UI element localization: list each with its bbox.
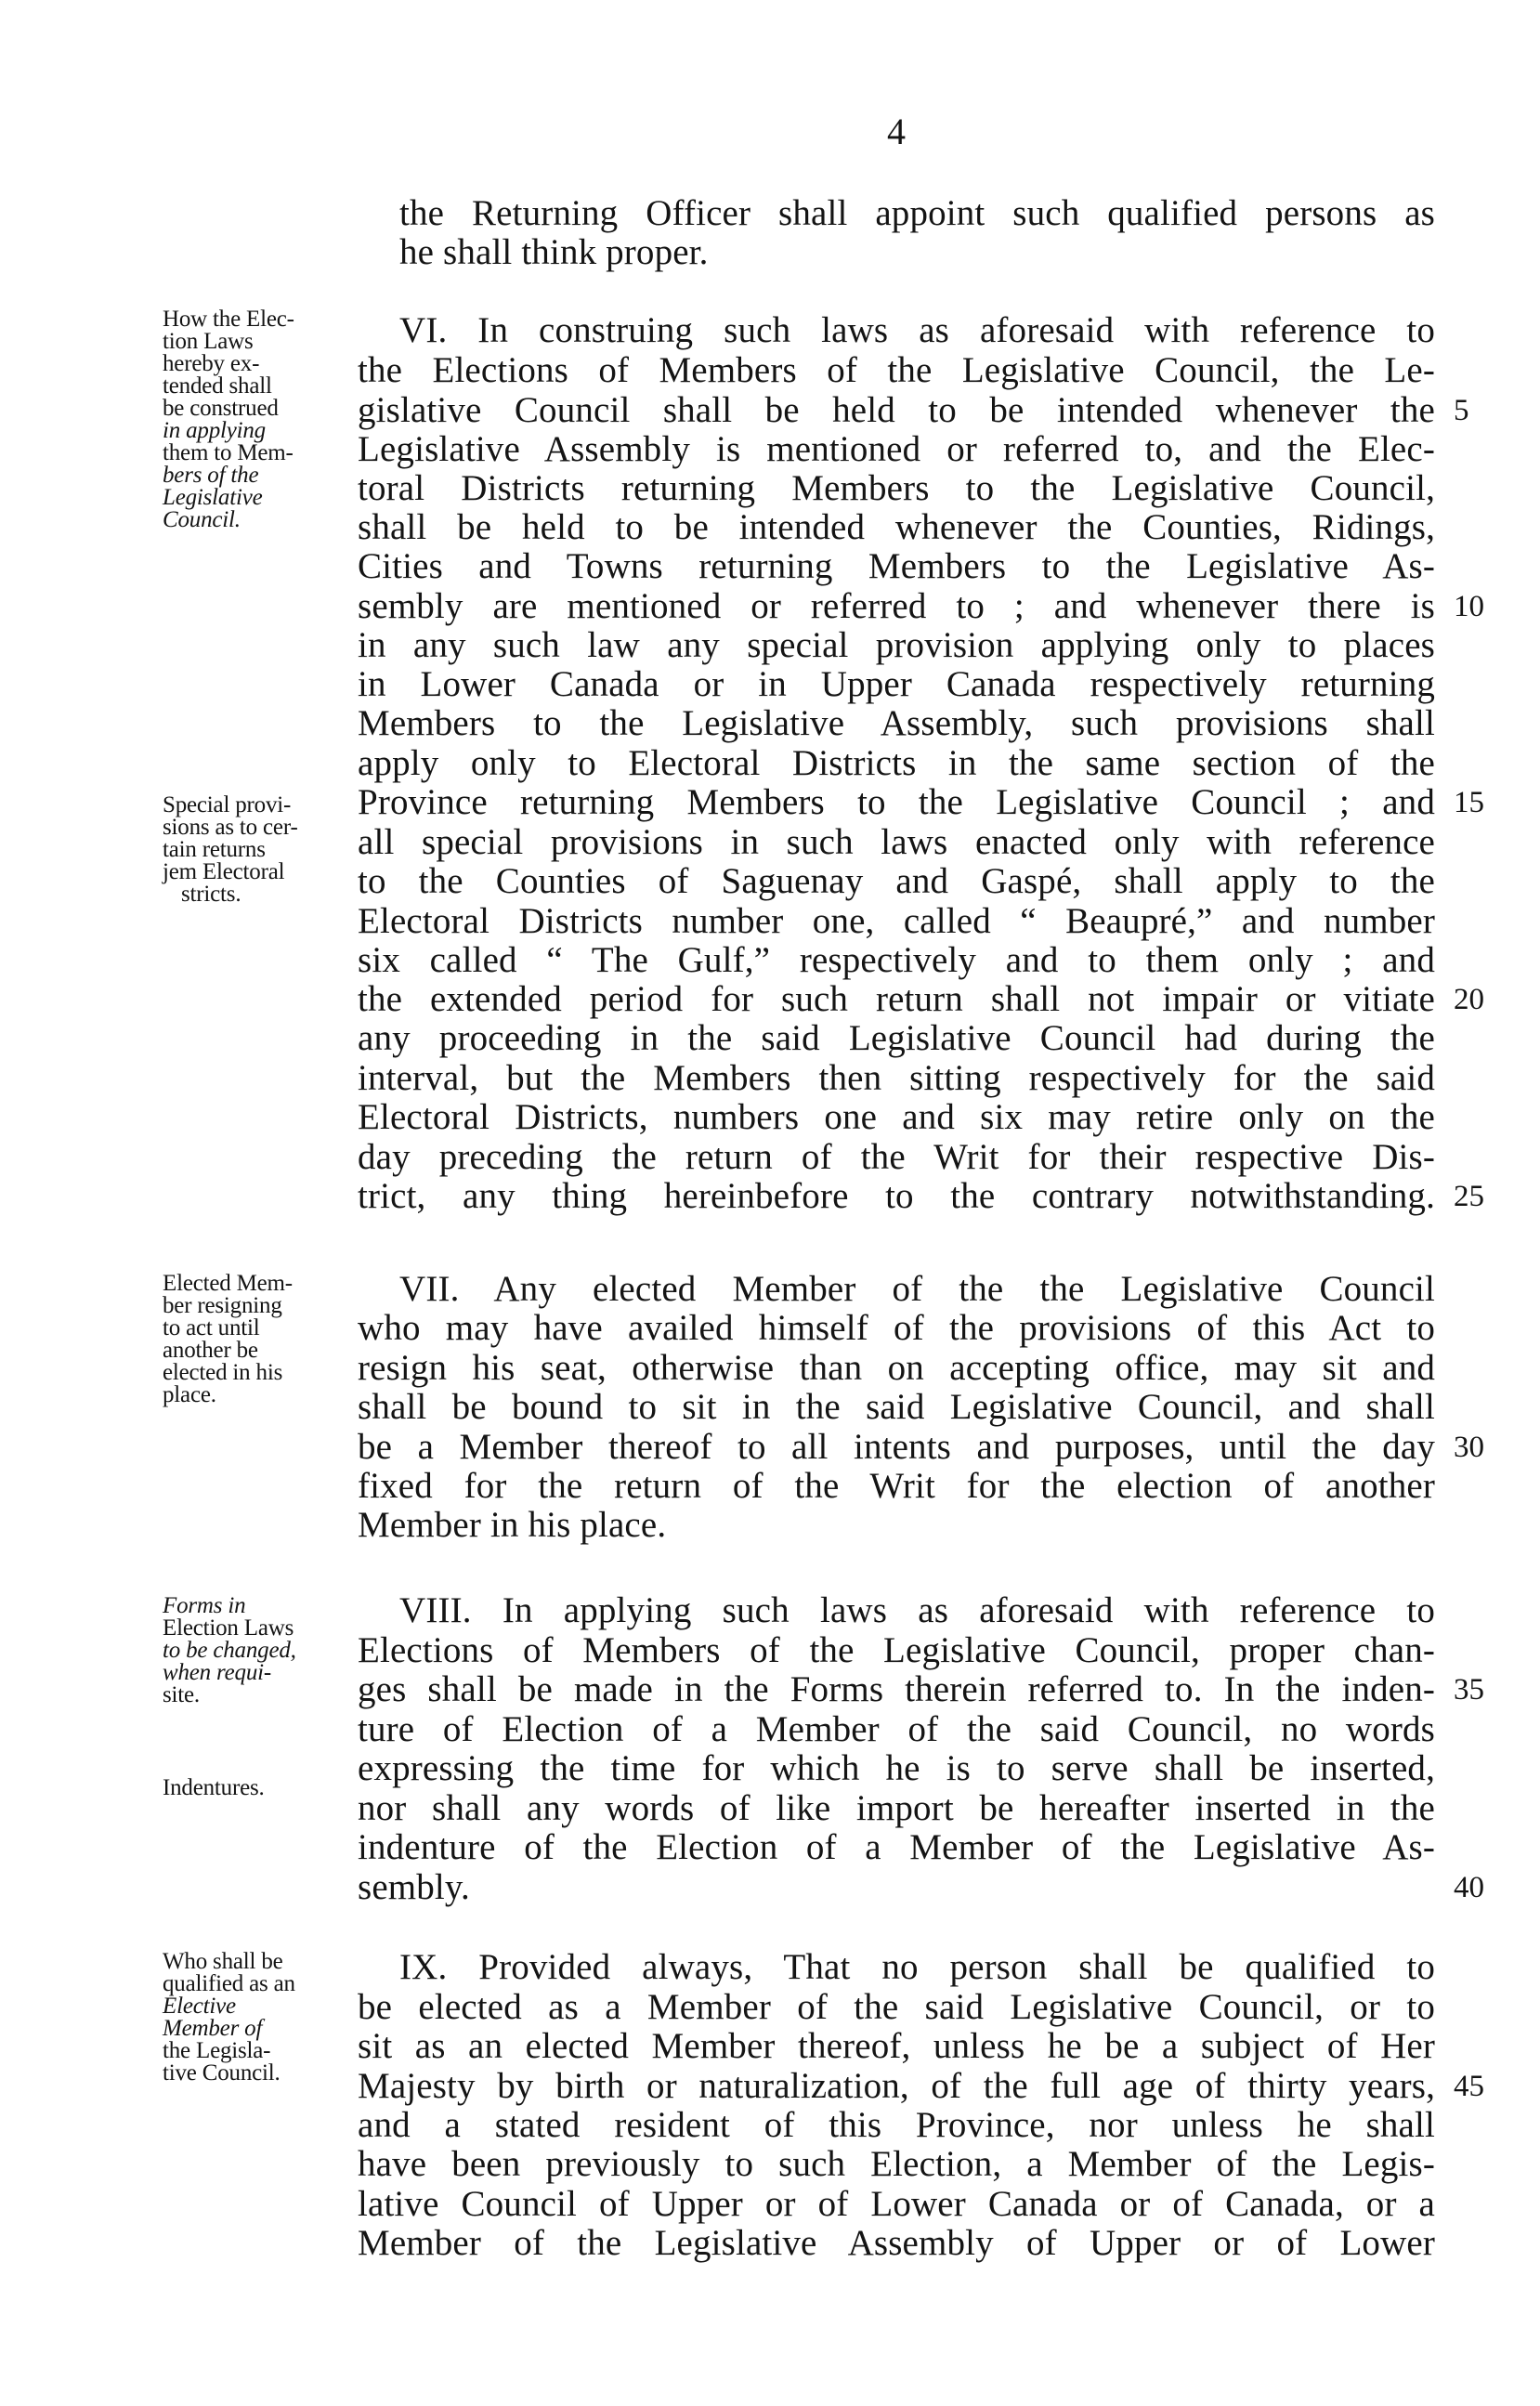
text-line: who may have availed himself of the provisions of this Act to [358,1308,1435,1348]
text-line: sembly are mentioned or referred to ; and whenever there is [358,586,1435,626]
line-number: 40 [1454,1871,1484,1904]
text-line: indenture of the Election of a Member of the Legislative As- [358,1827,1435,1867]
margin-note-line: to act until [163,1315,260,1340]
text-line: in Lower Canada or in Upper Canada respectively returning [358,664,1435,704]
margin-note-line: tended shall [163,373,272,399]
text-line: and a stated resident of this Province, nor unless he shall [358,2105,1435,2145]
margin-note-line: in applying [163,418,266,443]
marginal-note-election-laws [163,308,353,531]
text-line: any proceeding in the said Legislative Council had during the [358,1018,1435,1058]
margin-note-line: another be [163,1338,258,1363]
marginal-note-special-provisions [163,794,353,906]
margin-note-line: tive Council. [163,2060,281,2086]
line-number: 20 [1454,983,1484,1016]
line-number: 5 [1454,394,1469,427]
line-number: 45 [1454,2070,1484,2103]
text-line: the Elections of Members of the Legislative Council, the Le- [358,350,1435,390]
margin-note-line: when requi- [163,1660,271,1685]
text-line: all special provisions in such laws enacted only with reference [358,822,1435,862]
margin-note-line: How the Elec- [163,307,294,332]
section-ix-heading-line: IX. Provided always, That no person shall be qualified to [399,1947,1435,1987]
marginal-note-indentures [163,1777,353,1799]
text-line: sit as an elected Member thereof, unless he be a subject of Her [358,2026,1435,2066]
margin-note-line: tion Laws [163,329,254,354]
text-line: Electoral Districts, numbers one and six may retire only on the [358,1097,1435,1137]
margin-note-line: Member of [163,2016,263,2041]
margin-note-line: Council. [163,507,241,532]
text-line: sembly. [358,1867,470,1907]
text-line: shall be bound to sit in the said Legislative Council, and shall [358,1387,1435,1427]
margin-note-line: Elected Mem- [163,1271,293,1296]
text-line: Province returning Members to the Legislative Council ; and [358,782,1435,822]
margin-note-line: Who shall be [163,1949,283,1974]
margin-note-line: bers of the [163,463,259,488]
margin-note-line: site. [163,1682,200,1707]
text-line: fixed for the return of the Writ for the election of another [358,1466,1435,1506]
margin-note-line: place. [163,1382,216,1407]
text-line: toral Districts returning Members to the Legislative Council, [358,468,1435,508]
text-line: the extended period for such return shall not impair or vitiate [358,979,1435,1019]
margin-note-line: Legislative [163,485,263,510]
margin-note-line: qualified as an [163,1971,295,1996]
section-vii-heading-line: VII. Any elected Member of the the Legislative Council [399,1269,1435,1309]
text-line: in any such law any special provision applying only to places [358,625,1435,665]
text-line: the Returning Officer shall appoint such qualified persons as [399,193,1435,233]
text-line: Legislative Assembly is mentioned or referred to, and the Elec- [358,429,1435,469]
margin-note-line: Forms in [163,1593,246,1618]
margin-note-line: jem Electoral [163,859,285,884]
margin-note-line: Election Laws [163,1615,294,1641]
text-line: Cities and Towns returning Members to the Legislative As- [358,546,1435,586]
margin-note-line: Special provi- [163,792,292,817]
text-line: Majesty by birth or naturalization, of the full age of thirty years, [358,2066,1435,2106]
text-line: shall be held to be intended whenever the Counties, Ridings, [358,507,1435,547]
margin-note-line: the Legisla- [163,2038,271,2063]
margin-note-line: ber resigning [163,1293,282,1318]
text-line: ture of Election of a Member of the said Council, no words [358,1709,1435,1749]
text-line: lative Council of Upper or of Lower Canada or of Canada, or a [358,2184,1435,2224]
text-line: trict, any thing hereinbefore to the contrary notwithstanding. [358,1176,1435,1216]
text-line: Electoral Districts number one, called “ Beaupré,” and number [358,901,1435,941]
section-vi-heading-line: VI. In construing such laws as aforesaid with reference to [399,310,1435,350]
text-line: six called “ The Gulf,” respectively and to them only ; and [358,940,1435,980]
margin-note-line: stricts. [181,882,241,907]
margin-note-line: Elective [163,1994,236,2019]
text-line: nor shall any words of like import be hereafter inserted in the [358,1788,1435,1828]
text-line: apply only to Electoral Districts in the same section of the [358,743,1435,783]
line-number: 10 [1454,590,1484,623]
text-line: be a Member thereof to all intents and purposes, until the day [358,1427,1435,1467]
margin-note-line: elected in his [163,1360,283,1385]
text-line: gislative Council shall be held to be intended whenever the [358,390,1435,430]
text-line: interval, but the Members then sitting respectively for the said [358,1058,1435,1098]
line-number: 35 [1454,1673,1484,1706]
margin-note-line: be construed [163,396,279,421]
text-line: expressing the time for which he is to serve shall be inserted, [358,1748,1435,1788]
text-line: day preceding the return of the Writ for their respective Dis- [358,1137,1435,1177]
text-line: Elections of Members of the Legislative Council, proper chan- [358,1630,1435,1670]
text-line: Members to the Legislative Assembly, such provisions shall [358,703,1435,743]
text-line: be elected as a Member of the said Legislative Council, or to [358,1987,1435,2027]
margin-note-line: Indentures. [163,1775,265,1800]
section-viii-heading-line: VIII. In applying such laws as aforesaid with reference to [399,1590,1435,1630]
page-number: 4 [887,111,906,152]
margin-note-line: tain returns [163,837,266,862]
text-line: have been previously to such Election, a Member of the Legis- [358,2144,1435,2184]
line-number: 30 [1454,1431,1484,1464]
margin-note-line: to be changed, [163,1638,296,1663]
line-number: 25 [1454,1180,1484,1213]
text-line: he shall think proper. [399,232,709,272]
margin-note-line: them to Mem- [163,440,294,465]
text-line: resign his seat, otherwise than on accepting office, may sit and [358,1348,1435,1388]
margin-note-line: hereby ex- [163,351,260,376]
text-line: Member in his place. [358,1505,667,1545]
marginal-note-qualification [163,1951,353,2085]
text-line: Member of the Legislative Assembly of Upper or of Lower [358,2223,1435,2263]
text-line: ges shall be made in the Forms therein referred to. In the inden- [358,1669,1435,1709]
marginal-note-forms [163,1595,353,1706]
marginal-note-elected-member [163,1273,353,1406]
text-line: to the Counties of Saguenay and Gaspé, shall apply to the [358,861,1435,901]
margin-note-line: sions as to cer- [163,815,298,840]
line-number: 15 [1454,786,1484,819]
